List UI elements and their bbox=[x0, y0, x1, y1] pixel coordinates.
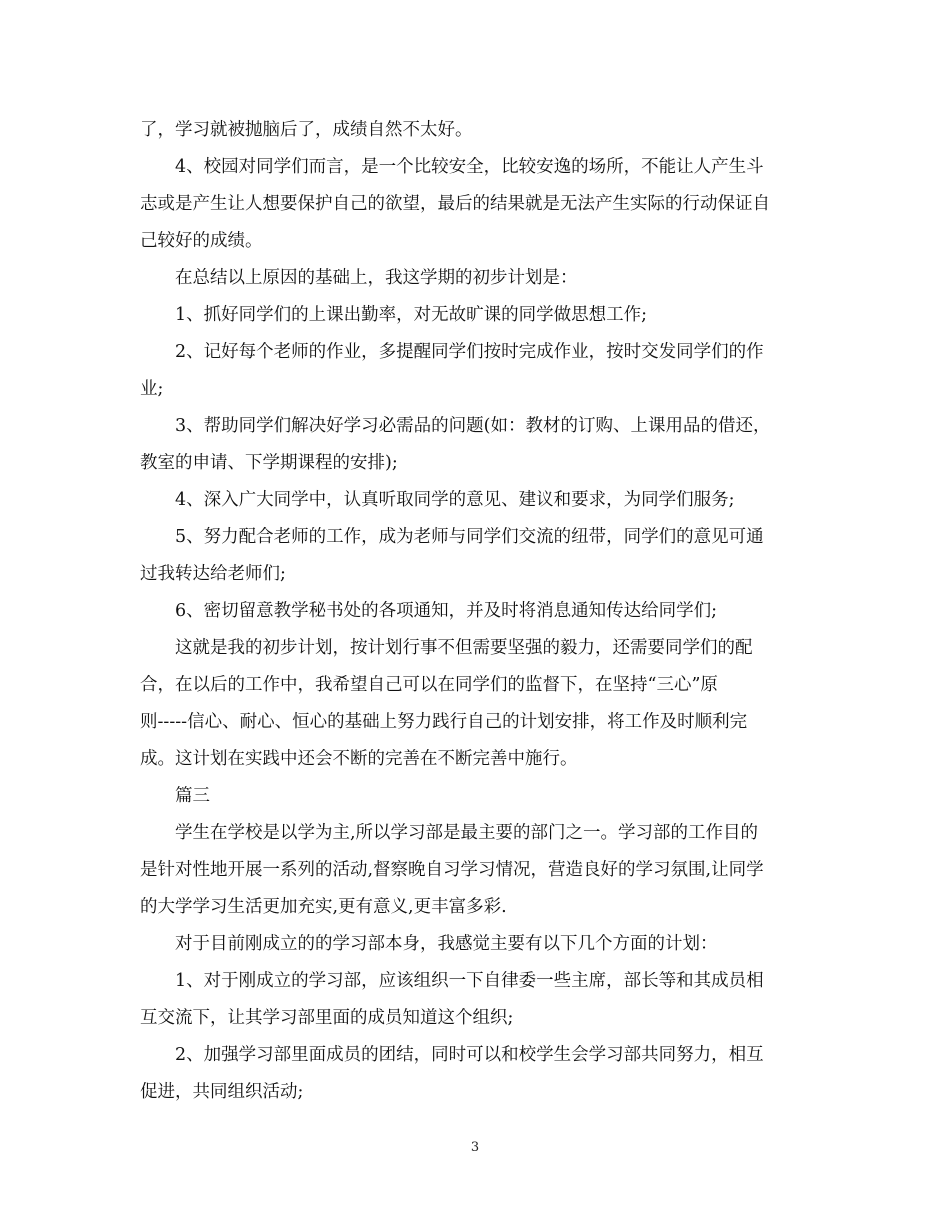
text-line: 过我转达给老师们; bbox=[140, 564, 286, 584]
text-line: 1、抓好同学们的上课出勤率，对无故旷课的同学做思想工作; bbox=[175, 305, 648, 325]
text-line: 4、深入广大同学中，认真听取同学的意见、建议和要求，为同学们服务; bbox=[175, 490, 735, 510]
text-line: 了，学习就被抛脑后了，成绩自然不太好。 bbox=[140, 120, 473, 140]
text-line: 对于目前刚成立的的学习部本身，我感觉主要有以下几个方面的计划： bbox=[175, 934, 718, 954]
text-line: 合，在以后的工作中，我希望自己可以在同学们的监督下，在坚持“三心”原 bbox=[140, 675, 718, 695]
text-line: 学生在学校是以学为主,所以学习部是最主要的部门之一。学习部的工作目的 bbox=[175, 823, 759, 843]
text-line: 3、帮助同学们解决好学习必需品的问题(如：教材的订购、上课用品的借还， bbox=[175, 416, 771, 436]
text-line: 2、加强学习部里面成员的团结，同时可以和校学生会学习部共同努力，相互 bbox=[175, 1045, 764, 1065]
text-line: 互交流下，让其学习部里面的成员知道这个组织; bbox=[140, 1008, 514, 1028]
text-line: 业; bbox=[140, 379, 164, 399]
text-line: 促进，共同组织活动; bbox=[140, 1082, 304, 1102]
document-body bbox=[140, 112, 812, 1111]
text-line: 1、对于刚成立的学习部，应该组织一下自律委一些主席，部长等和其成员相 bbox=[175, 971, 764, 991]
text-line: 是针对性地开展一系列的活动,督察晚自习学习情况，营造良好的学习氛围,让同学 bbox=[140, 860, 764, 880]
text-line: 5、努力配合老师的工作，成为老师与同学们交流的纽带，同学们的意见可通 bbox=[175, 527, 764, 547]
page-number: 3 bbox=[470, 1140, 480, 1155]
text-line: 志或是产生让人想要保护自己的欲望，最后的结果就是无法产生实际的行动保证自 bbox=[140, 194, 770, 214]
text-line: 的大学学习生活更加充实,更有意义,更丰富多彩. bbox=[140, 897, 507, 917]
text-line: 2、记好每个老师的作业，多提醒同学们按时完成作业，按时交发同学们的作 bbox=[175, 342, 764, 362]
text-line: 在总结以上原因的基础上，我这学期的初步计划是： bbox=[175, 268, 578, 288]
text-line: 则-----信心、耐心、恒心的基础上努力践行自己的计划安排，将工作及时顺利完 bbox=[140, 712, 748, 732]
text-line: 4、校园对同学们而言，是一个比较安全，比较安逸的场所，不能让人产生斗 bbox=[175, 157, 764, 177]
text-line: 教室的申请、下学期课程的安排); bbox=[140, 453, 398, 473]
text-line: 成。这计划在实践中还会不断的完善在不断完善中施行。 bbox=[140, 749, 578, 769]
text-line: 己较好的成绩。 bbox=[140, 231, 263, 251]
text-line: 这就是我的初步计划，按计划行事不但需要坚强的毅力，还需要同学们的配 bbox=[175, 638, 753, 658]
text-line: 6、密切留意教学秘书处的各项通知，并及时将消息通知传达给同学们; bbox=[175, 601, 718, 621]
text-line: 篇三 bbox=[175, 786, 210, 806]
